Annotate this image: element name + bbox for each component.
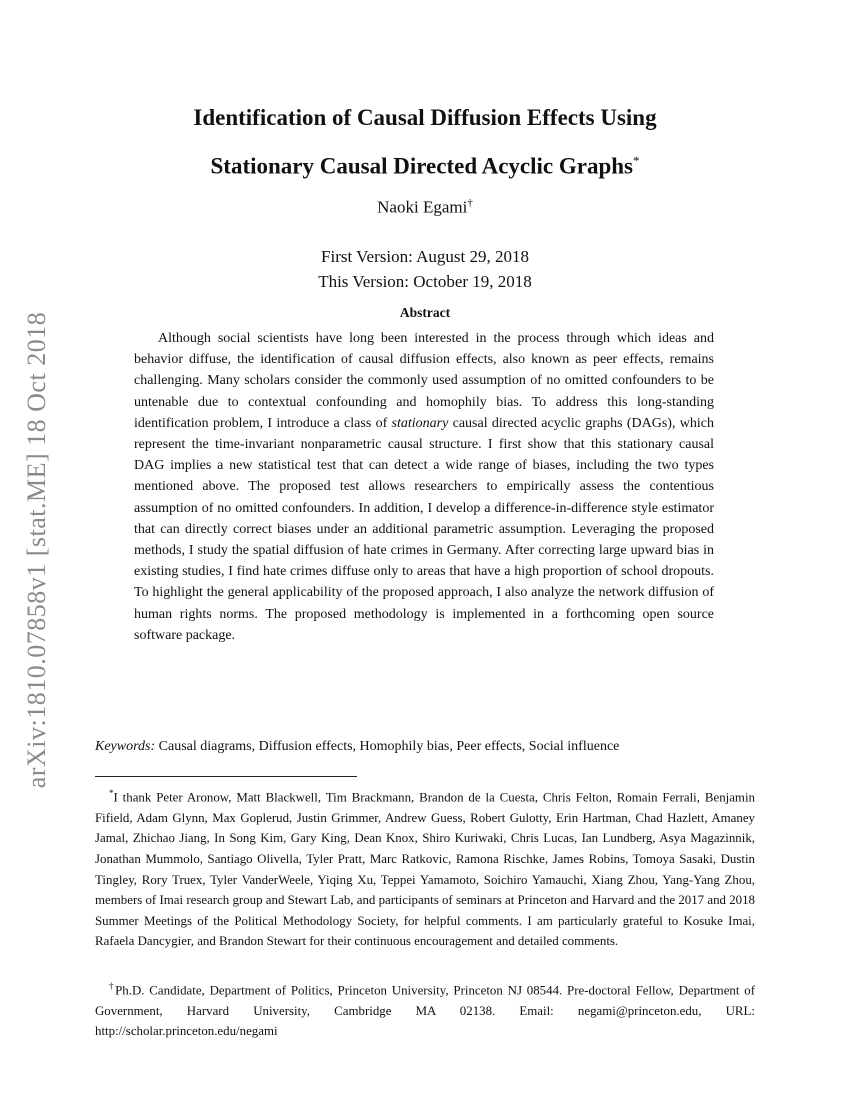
version-dates — [100, 244, 750, 294]
author-name: Naoki Egami — [377, 197, 468, 217]
title-footnote-marker[interactable]: * — [633, 153, 640, 168]
abstract-text-end: causal directed acyclic graphs (DAGs), which represent the time-invariant nonparametric causal structure. I first show that this stationary causal DAG implies a new statistical test that can detect a wide range of biases, including the two types mentioned above. The proposed test allows researchers to empirically assess the contentious assumption of no omitted confounders. In addition, I develop a difference-in-difference style estimator that can directly correct biases under an additional parametric assumption. Leveraging the proposed methods, I study the spatial diffusion of hate crimes in Germany. After correcting large upward bias in existing studies, I find hate crimes diffuse only to areas that have a high proportion of school dropouts. To highlight the general applicability of the proposed approach, I also analyze the network diffusion of human rights norms. The proposed methodology is implemented in a forthcoming open source software package. — [134, 415, 714, 643]
footnote-affiliation-text: Ph.D. Candidate, Department of Politics, Princeton University, Princeton NJ 08544. Pre-doctoral Fellow, Department of Government, Harvard University, Cambridge MA 02138. Email: negami@princeton.edu, URL: http://scholar.princeton.edu/negami — [95, 983, 756, 1039]
footnote-acknowledgment — [95, 783, 755, 952]
keywords-line — [95, 737, 755, 757]
arxiv-identifier-stamp — [12, 290, 62, 810]
first-version-date: First Version: August 29, 2018 — [321, 247, 529, 266]
abstract-emphasis: stationary — [391, 415, 449, 431]
paper-title-line-1: Identification of Causal Diffusion Effects Using — [193, 105, 657, 130]
abstract-text-start: Although social scientists have long been interested in the process through which ideas and behavior diffuse, the identification of causal diffusion effects, also known as peer effects, remains challenging. Many scholars consider the commonly used assumption of no omitted confounders to be untenable due to contextual confounding and homophily bias. To address this long-standing identification problem, I introduce a class of — [134, 331, 714, 431]
paper-title-line-2 — [100, 139, 750, 188]
keywords-label: Keywords: — [95, 739, 156, 754]
footnote-acknowledgment-marker: * — [109, 788, 114, 798]
footnote-divider — [95, 776, 357, 777]
abstract-body — [134, 328, 714, 646]
paper-title — [100, 96, 750, 188]
abstract-heading: Abstract — [399, 305, 451, 320]
footnote-acknowledgment-text: I thank Peter Aronow, Matt Blackwell, Tim Brackmann, Brandon de la Cuesta, Chris Felton, Romain Ferrali, Benjamin Fifield, Adam Glynn, Max Goplerud, Justin Grimmer, Andrew Guess, Robert Gulotty, Erin Hartman, Chad Hazlett, Amaney Jamal, Zhichao Jiang, In Song Kim, Gary King, Dean Knox, Shiro Kuriwaki, Chris Lucas, Ian Lundberg, Asya Magazinnik, Jonathan Mummolo, Santiago Olivella, Tyler Pratt, Marc Ratkovic, Ramona Rischke, James Robins, Tomoya Sasaki, Dustin Tingley, Rory Truex, Tyler VanderWeele, Yiqing Xu, Teppei Yamamoto, Soichiro Yamauchi, Xiang Zhou, Yang-Yang Zhou, members of Imai research group and Stewart Lab, and participants of seminars at Princeton and Harvard and the 2017 and 2018 Summer Meetings of the Political Methodology Society, for helpful comments. I am particularly grateful to Kosuke Imai, Rafaela Dancygier, and Brandon Stewart for their continuous encouragement and detailed comments. — [95, 790, 755, 949]
footnote-affiliation-marker: † — [109, 981, 116, 991]
paper-title-line-2-text: Stationary Causal Directed Acyclic Graphs — [210, 153, 633, 179]
current-version-date: This Version: October 19, 2018 — [318, 272, 532, 291]
footnote-affiliation — [95, 976, 755, 1042]
keywords-text: Causal diagrams, Diffusion effects, Homophily bias, Peer effects, Social influence — [158, 739, 620, 754]
author-line — [100, 197, 750, 218]
arxiv-identifier-text: arXiv:1810.07858v1 [stat.ME] 18 Oct 2018 — [22, 311, 52, 789]
author-footnote-marker[interactable]: † — [467, 197, 473, 209]
